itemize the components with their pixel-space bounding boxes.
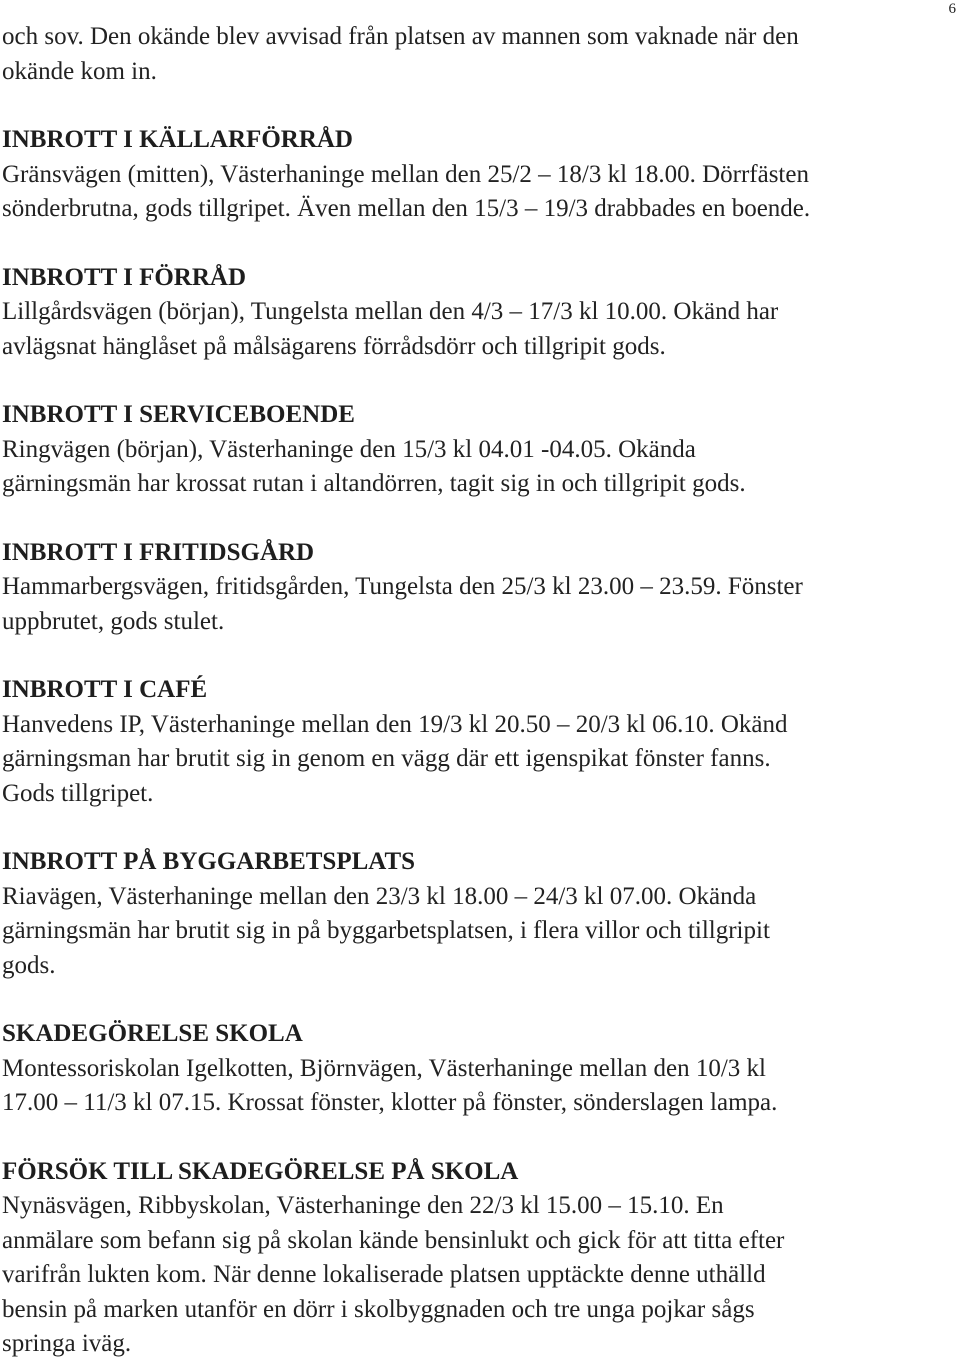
intro-paragraph [2, 20, 954, 89]
document-body [2, 20, 954, 1362]
section-gap [2, 89, 954, 123]
text-line: Gränsvägen (mitten), Västerhaninge mellan den 25/2 – 18/3 kl 18.00. Dörrfästen [2, 160, 809, 188]
text-line: Hanvedens IP, Västerhaninge mellan den 19/3 kl 20.50 – 20/3 kl 06.10. Okänd [2, 710, 788, 738]
section-heading: FÖRSÖK TILL SKADEGÖRELSE PÅ SKOLA [2, 1157, 519, 1185]
text-line: okände kom in. [2, 57, 157, 85]
text-line: springa iväg. [2, 1330, 132, 1357]
section-heading: INBROTT I SERVICEBOENDE [2, 401, 355, 428]
text-line: och sov. Den okände blev avvisad från platsen av mannen som vaknade när den [2, 23, 799, 50]
section-fritidsgard [2, 536, 954, 640]
text-line: Lillgårdsvägen (början), Tungelsta mellan den 4/3 – 17/3 kl 10.00. Okänd har [2, 298, 779, 325]
section-heading: INBROTT I FÖRRÅD [2, 263, 247, 291]
section-heading: INBROTT I CAFÉ [2, 676, 208, 703]
section-kallarforrad [2, 123, 954, 227]
text-line: uppbrutet, gods stulet. [2, 607, 225, 635]
text-line: Gods tillgripet. [2, 779, 154, 807]
section-heading: INBROTT I KÄLLARFÖRRÅD [2, 126, 353, 153]
section-skadegorelse-skola [2, 1017, 954, 1121]
text-line: Ringvägen (början), Västerhaninge den 15/3 kl 04.01 -04.05. Okända [2, 435, 696, 463]
text-line: gärningsmän har brutit sig in på byggarbetsplatsen, i flera villor och tillgripit [2, 917, 770, 944]
section-heading: INBROTT PÅ BYGGARBETSPLATS [2, 848, 416, 875]
text-line: gärningsman har brutit sig in genom en vägg där ett igenspikat fönster fanns. [2, 745, 771, 772]
section-forrad [2, 261, 954, 365]
text-line: sönderbrutna, gods tillgripet. Även mellan den 15/3 – 19/3 drabbades en boende. [2, 195, 811, 222]
section-gap [2, 639, 954, 673]
text-line: gärningsmän har krossat rutan i altandörren, tagit sig in och tillgripit gods. [2, 470, 746, 497]
section-gap [2, 811, 954, 845]
section-gap [2, 227, 954, 261]
text-line: Hammarbergsvägen, fritidsgården, Tungelsta den 25/3 kl 23.00 – 23.59. Fönster [2, 573, 803, 600]
section-cafe [2, 673, 954, 811]
text-line: Riavägen, Västerhaninge mellan den 23/3 kl 18.00 – 24/3 kl 07.00. Okända [2, 882, 757, 910]
text-line: gods. [2, 951, 56, 979]
section-byggarbetsplats [2, 845, 954, 983]
section-serviceboende [2, 398, 954, 502]
section-gap [2, 1121, 954, 1155]
text-line: bensin på marken utanför en dörr i skolbyggnaden och tre unga pojkar sågs [2, 1295, 755, 1323]
text-line: Nynäsvägen, Ribbyskolan, Västerhaninge den 22/3 kl 15.00 – 15.10. En [2, 1192, 724, 1219]
text-line: 17.00 – 11/3 kl 07.15. Krossat fönster, klotter på fönster, sönderslagen lampa. [2, 1089, 778, 1116]
section-heading: INBROTT I FRITIDSGÅRD [2, 538, 315, 566]
section-forsok-skadegorelse [2, 1155, 954, 1362]
text-line: anmälare som befann sig på skolan kände bensinlukt och gick för att titta efter [2, 1226, 785, 1254]
section-gap [2, 502, 954, 536]
text-line: varifrån lukten kom. När denne lokaliserade platsen upptäckte denne uthälld [2, 1261, 766, 1288]
page-number: 6 [948, 1, 956, 17]
section-gap [2, 983, 954, 1017]
section-heading: SKADEGÖRELSE SKOLA [2, 1020, 303, 1047]
text-line: avlägsnat hänglåset på målsägarens förrådsdörr och tillgripit gods. [2, 332, 666, 360]
text-line: Montessoriskolan Igelkotten, Björnvägen, Västerhaninge mellan den 10/3 kl [2, 1054, 766, 1082]
section-gap [2, 364, 954, 398]
